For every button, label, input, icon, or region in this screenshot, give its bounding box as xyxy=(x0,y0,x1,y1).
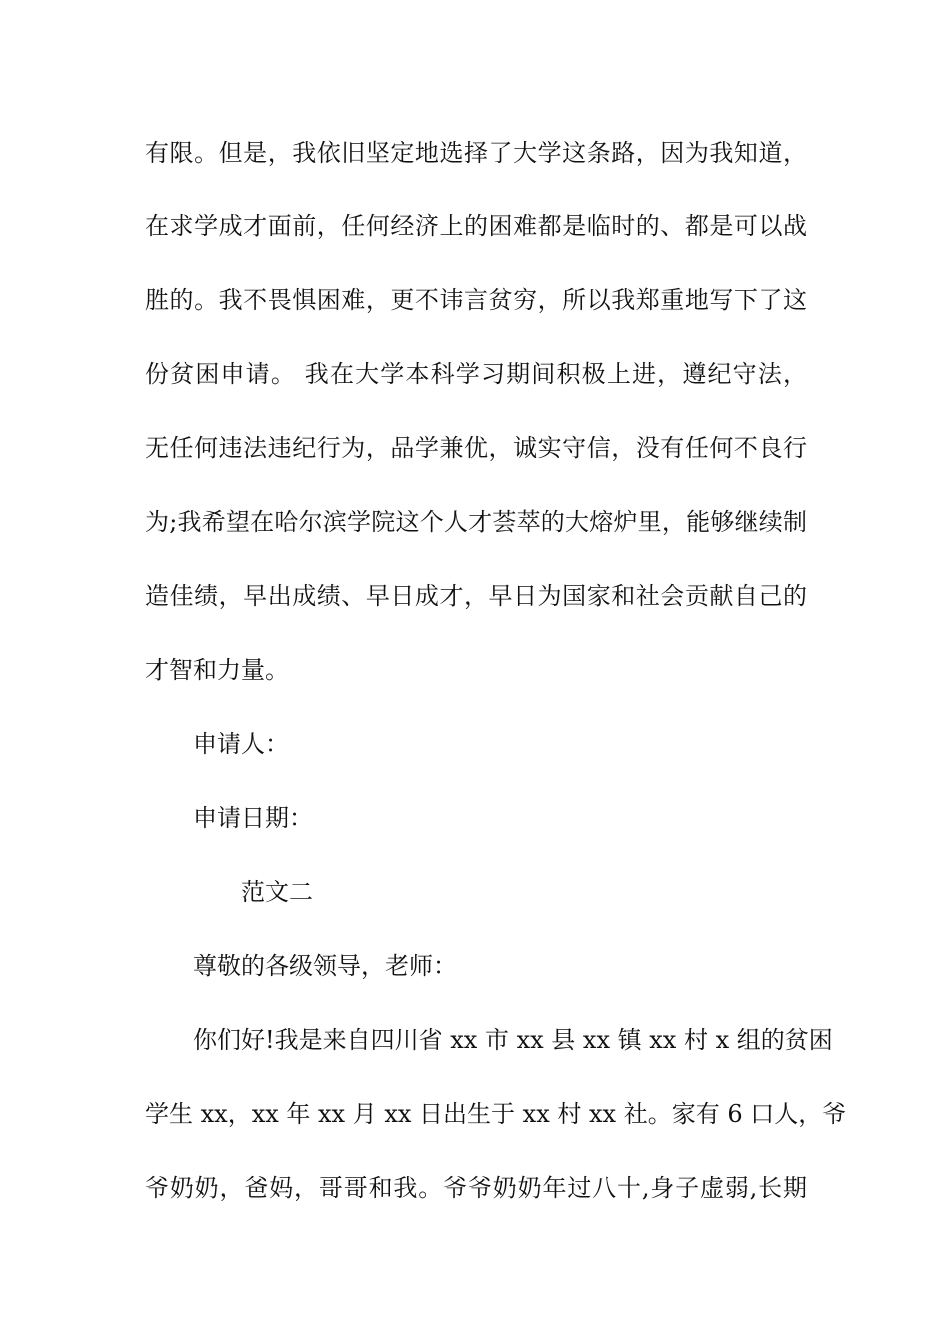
body-line-7: 造佳绩，早出成绩、早日成才，早日为国家和社会贡献自己的 xyxy=(145,582,807,610)
body-line-14: 学生 xx，xx 年 xx 月 xx 日出生于 xx 村 xx 社。家有 6 口人，爷 xyxy=(145,1100,847,1128)
application-date-label: 申请日期： xyxy=(193,804,313,832)
body-line-6: 为;我希望在哈尔滨学院这个人才荟萃的大熔炉里，能够继续制 xyxy=(145,508,807,536)
body-line-5: 无任何违法违纪行为，品学兼优，诚实守信，没有任何不良行 xyxy=(145,434,807,462)
body-line-1: 有限。但是，我依旧坚定地选择了大学这条路，因为我知道， xyxy=(145,139,807,167)
body-line-2: 在求学成才面前，任何经济上的困难都是临时的、都是可以战 xyxy=(145,212,807,240)
body-line-13: 你们好!我是来自四川省 xx 市 xx 县 xx 镇 xx 村 x 组的贫困 xyxy=(193,1026,833,1054)
section-heading: 范文二 xyxy=(241,878,313,906)
body-line-3: 胜的。我不畏惧困难，更不讳言贫穷，所以我郑重地写下了这 xyxy=(145,286,807,314)
body-line-4: 份贫困申请。 我在大学本科学习期间积极上进，遵纪守法， xyxy=(145,360,807,388)
salutation: 尊敬的各级领导，老师： xyxy=(193,952,457,980)
body-line-15: 爷奶奶，爸妈，哥哥和我。爷爷奶奶年过八十,身子虚弱,长期 xyxy=(145,1174,807,1202)
body-line-8: 才智和力量。 xyxy=(145,656,289,684)
applicant-label: 申请人： xyxy=(193,730,289,758)
